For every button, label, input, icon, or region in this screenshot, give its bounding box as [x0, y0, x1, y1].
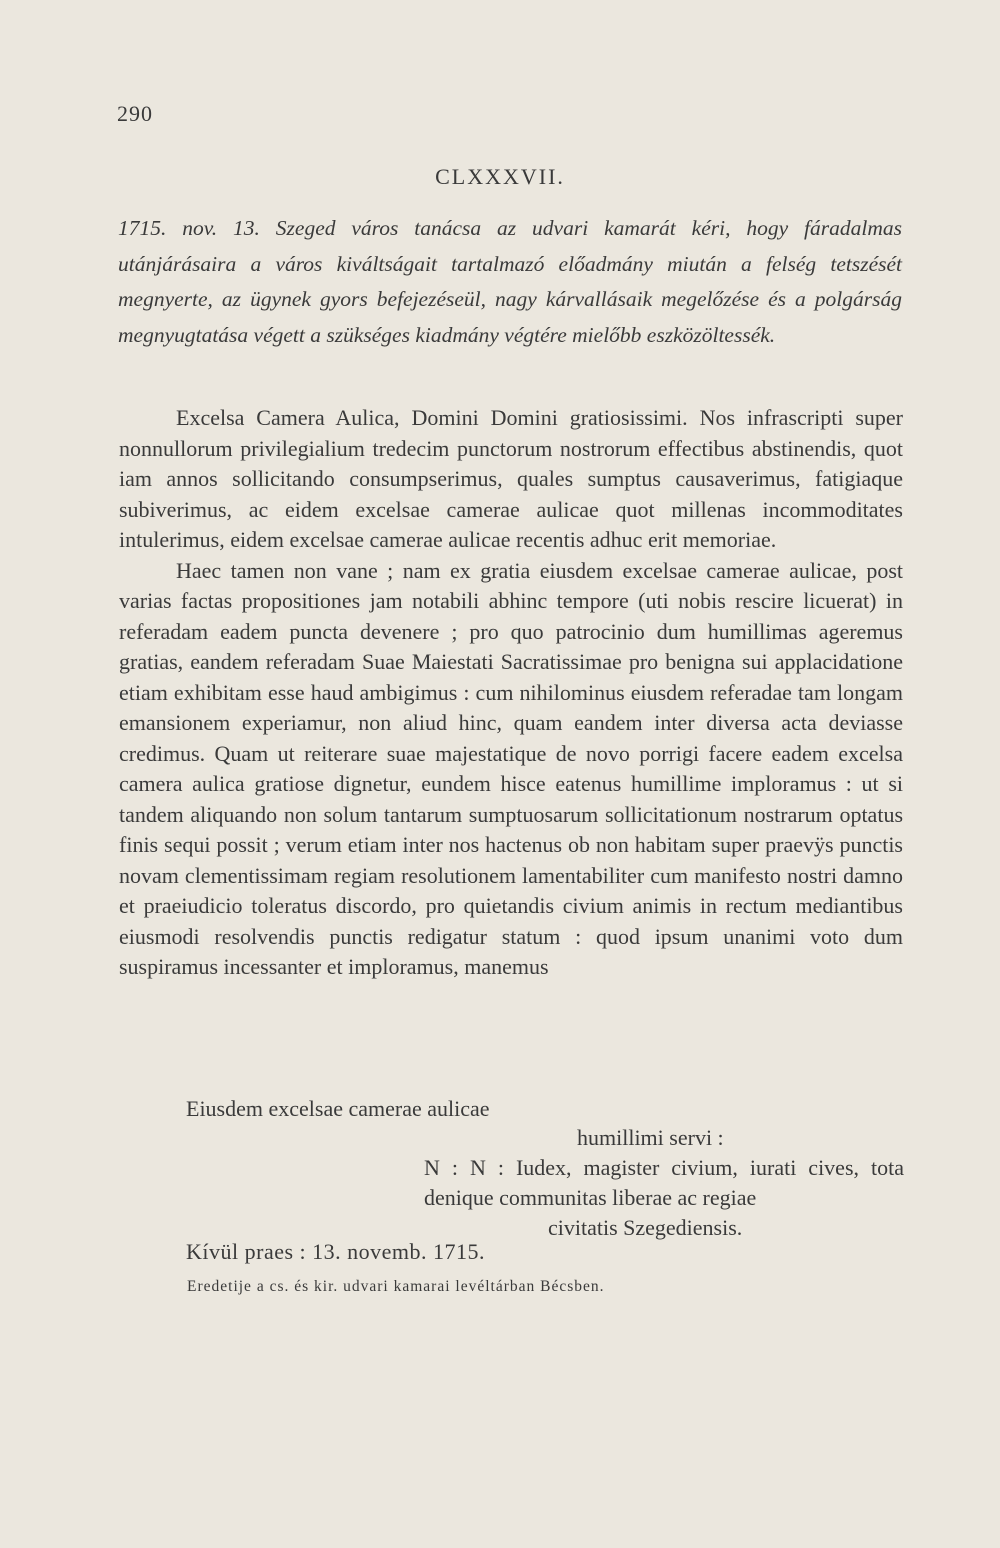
summary-text: Szeged város tanácsa az udvari kamarát kéri, hogy fáradalmas utánjárásaira a város kiváltságait tartalmazó előadmány miután a felség tetszését megnyerte, az ügynek gyors befejezéseül, nagy kárvallásaik megelőzése és a polgárság megnyugtatása végett a szükséges kiadmány végtére mielőbb eszközöltessék.: [118, 216, 902, 347]
closing-servi: humillimi servi :: [577, 1125, 724, 1150]
document-number: CLXXXVII.: [435, 164, 565, 189]
closing-formula: Eiusdem excelsae camerae aulicae: [186, 1096, 490, 1121]
signatories: N : N : Iudex, magister civium, iurati cives, tota denique communitas liberae ac regiae: [424, 1155, 904, 1210]
summary-date: 1715. nov. 13.: [118, 216, 260, 240]
signature-block: [424, 1123, 904, 1243]
letter-body: [119, 403, 903, 983]
body-paragraph: Excelsa Camera Aulica, Domini Domini gratiosissimi. Nos infrascripti super nonnullorum privilegialium tredecim punctorum nostrorum effectibus abstinendis, quot iam annos sollicitando consumpserimus, quales sumptus causaverimus, fatigiaque subiverimus, ac eidem excelsae camerae aulicae quot millenas incommoditates intulerimus, eidem excelsae camerae aulicae recentis adhuc erit memoriae.: [119, 405, 903, 552]
source-note: Eredetije a cs. és kir. udvari kamarai levéltárban Bécsben.: [187, 1278, 605, 1295]
signatories-city: civitatis Szegediensis.: [548, 1215, 743, 1240]
body-paragraph: Haec tamen non vane ; nam ex gratia eiusdem excelsae camerae aulicae, post varias factas propositiones jam notabili abhinc tempore (uti nobis rescire licuerat) in referadam eadem puncta devenere ; pro quo patrocinio dum humillimas ageremus gratias, eandem referadam Suae Maiestati Sacratissimae pro benigna sui applacidatione etiam exhibitam esse haud ambigimus : cum nihilominus eiusdem referadae tam longam emansionem experiamur, non aliud hinc, quam eandem inter diversa acta deviasse credimus. Quam ut reiterare suae majestatique de novo porrigi facere eadem excelsa camera aulica gratiose dignetur, eundem hisce eatenus humillime imploramus : ut si tandem aliquando non solum tantarum sumptuosarum sollicitationum nostrarum optatus finis sequi possit ; verum etiam inter nos hactenus ob non habitam super praevÿs punctis novam clementissimam regiam resolutionem lamentabiliter cum manifesto nostri damno et praeiudicio toleratus discordo, pro quietandis civium animis in rectum mediantibus eiusmodi resolvendis punctis redigatur statum : quod ipsum unanimi voto dum suspiramus incessanter et imploramus, manemus: [119, 557, 903, 979]
endorsement-note: Kívül praes : 13. novemb. 1715.: [186, 1239, 486, 1264]
page-number: 290: [117, 101, 153, 126]
document-summary: [118, 211, 902, 353]
